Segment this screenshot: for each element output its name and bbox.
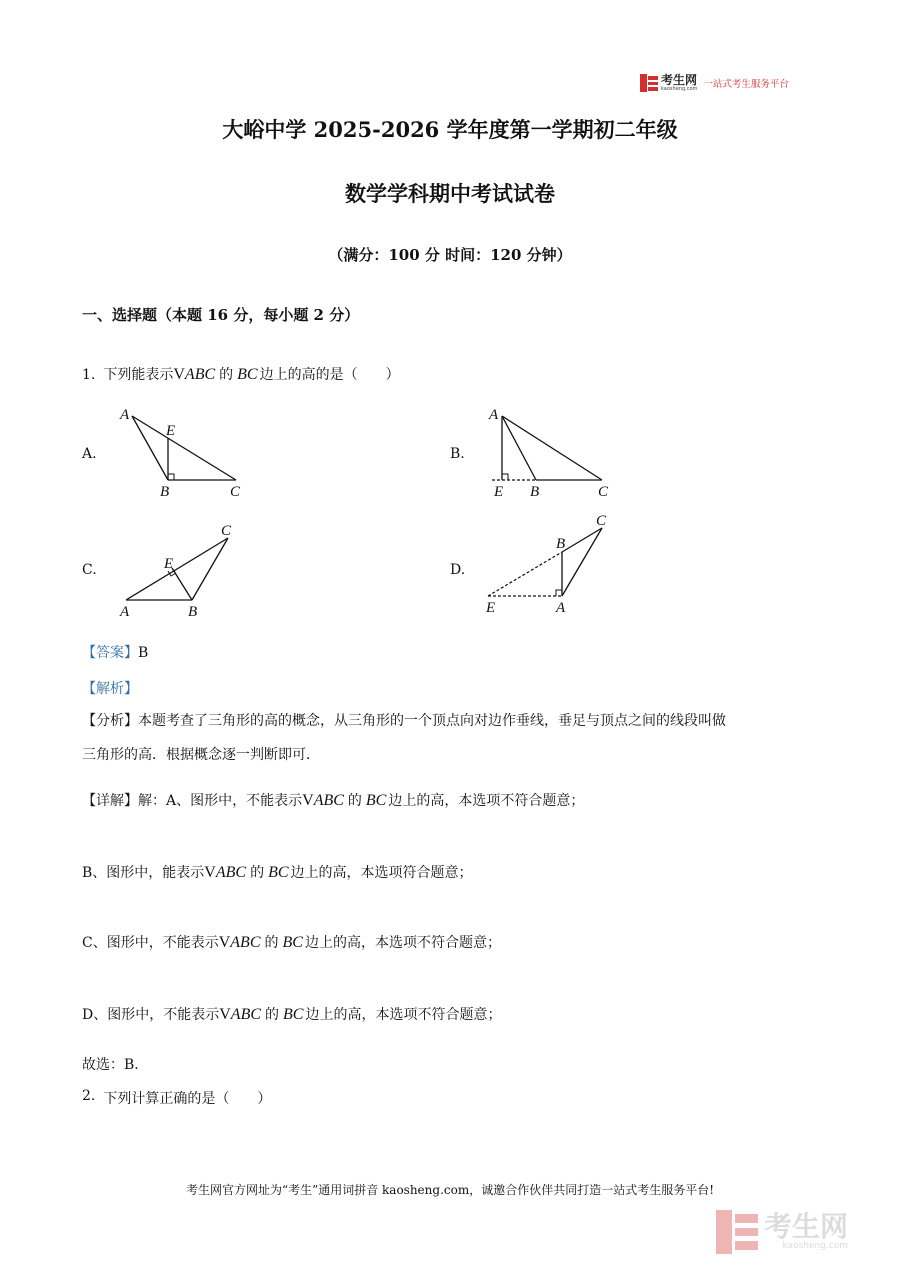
detail-a <box>82 790 584 810</box>
detail-a-post: 边上的高，本选项不符合题意； <box>388 793 585 809</box>
fig-c-side-cb <box>192 538 228 600</box>
detail-c <box>82 932 501 952</box>
exam-title-line2: 数学学科期中考试试卷 <box>345 181 555 206</box>
answer-line <box>82 642 148 662</box>
logo-name: 考生网 <box>661 72 698 87</box>
fig-b-label-b: B <box>530 484 540 500</box>
detail-d-abc: ABC <box>230 1006 262 1023</box>
fenxi-line2: 三角形的高．根据概念逐一判断即可． <box>82 747 320 763</box>
figure-option-c <box>116 518 250 618</box>
fig-b-right-angle <box>502 474 508 480</box>
detail-a-pre: 解：A、图形中，不能表示 <box>138 793 303 809</box>
detail-c-tri: V <box>218 934 231 951</box>
logo-domain: kaosheng.com <box>661 85 698 92</box>
detail-c-pre: C、图形中，不能表示 <box>82 935 219 951</box>
detail-c-bc: BC <box>282 934 303 951</box>
answer-value: B <box>138 645 149 661</box>
fig-a-label-b: B <box>160 484 170 500</box>
fig-b-side-ab <box>502 416 536 480</box>
fig-a-right-angle <box>168 474 174 480</box>
exam-title-line1: 大峪中学 2025-2026 学年度第一学期初二年级 <box>222 117 678 142</box>
detail-d <box>82 1004 501 1024</box>
conclusion: 故选：B． <box>82 1057 149 1073</box>
triangle-symbol: V <box>173 366 185 383</box>
q1-de: 的 <box>219 367 234 383</box>
q1-abc: ABC <box>184 366 216 383</box>
detail-d-post: 边上的高，本选项不符合题意； <box>305 1007 502 1023</box>
detail-a-tri: V <box>302 792 314 809</box>
q1-stem-pre: 下列能表示 <box>103 367 174 383</box>
figure-option-b <box>486 404 616 502</box>
footer-text: 考生网官方网址为“考生”通用词拼音 kaosheng.com，诚邀合作伙伴共同打造一站式考生服务平台! <box>185 1183 715 1197</box>
fig-d-dashed-eb <box>488 552 562 596</box>
fig-d-label-e: E <box>486 600 496 616</box>
detail-b-bc: BC <box>268 864 289 881</box>
fig-a-side-ac <box>132 416 236 480</box>
detail-a-abc: ABC <box>313 792 344 809</box>
kaosheng-logo-icon <box>640 74 658 92</box>
detail-c-abc: ABC <box>230 934 261 951</box>
fig-c-label-e: E <box>164 556 174 572</box>
detail-b-pre: B、图形中，能表示 <box>82 865 205 881</box>
q1-bc: BC <box>237 366 258 383</box>
exam-meta: （满分：100 分 时间：120 分钟） <box>328 246 572 264</box>
detail-a-de: 的 <box>347 793 362 809</box>
fig-b-label-c: C <box>598 484 609 500</box>
logo-slogan: 一站式考生服务平台 <box>703 79 789 90</box>
question-1-stem <box>82 364 400 384</box>
analysis-tag: 【解析】 <box>82 681 138 697</box>
fig-a-label-a: A <box>120 407 130 423</box>
question-2-stem <box>82 1088 271 1108</box>
detail-b-abc: ABC <box>215 864 247 881</box>
q1-stem-post: 边上的高的是（ ） <box>259 367 400 383</box>
fig-c-label-b: B <box>188 604 198 618</box>
q2-number: 2. <box>82 1088 96 1104</box>
fig-d-label-b: B <box>556 536 566 552</box>
header-logo <box>640 74 789 92</box>
detail-a-bc: BC <box>365 792 387 809</box>
detail-c-de: 的 <box>264 935 279 951</box>
fig-d-label-a: A <box>556 600 566 616</box>
figure-option-d <box>484 508 614 616</box>
watermark-logo-icon <box>716 1210 758 1254</box>
detail-c-post: 边上的高，本选项不符合题意； <box>304 935 501 951</box>
fig-a-label-e: E <box>166 423 176 439</box>
watermark <box>716 1210 848 1254</box>
detail-d-bc: BC <box>283 1006 304 1023</box>
fig-d-side-ca <box>562 528 602 596</box>
option-b-label: B. <box>450 446 465 462</box>
detail-b-tri: V <box>204 864 216 881</box>
fig-b-label-e: E <box>494 484 504 500</box>
detail-tag: 【详解】 <box>82 793 138 809</box>
fig-d-label-c: C <box>596 513 607 529</box>
detail-b-post: 边上的高，本选项符合题意； <box>290 865 473 881</box>
fig-d-right-angle <box>556 590 562 596</box>
watermark-domain: kaosheng.com <box>782 1241 849 1251</box>
detail-b-de: 的 <box>250 865 265 881</box>
fig-b-label-a: A <box>489 407 499 423</box>
fig-b-side-ac <box>502 416 602 480</box>
detail-d-pre: D、图形中，不能表示 <box>82 1007 220 1023</box>
figure-option-a <box>118 404 248 502</box>
fenxi-paragraph <box>82 704 822 772</box>
watermark-name: 考生网 <box>764 1210 849 1243</box>
q2-stem: 下列计算正确的是（ ） <box>103 1091 272 1107</box>
answer-tag: 【答案】 <box>82 645 138 661</box>
fig-d-side-cb <box>562 528 602 552</box>
option-d-label: D. <box>450 562 466 578</box>
detail-d-de: 的 <box>265 1007 280 1023</box>
fig-a-side-ab <box>132 416 168 480</box>
detail-b <box>82 862 473 882</box>
section-heading: 一、选择题（本题 16 分，每小题 2 分） <box>82 306 360 324</box>
detail-d-tri: V <box>219 1006 231 1023</box>
fig-c-side-ca <box>126 538 228 600</box>
option-a-label: A. <box>82 446 97 462</box>
fenxi-tag: 【分析】 <box>82 713 138 729</box>
fig-c-segment-be <box>172 568 192 600</box>
fig-a-label-c: C <box>230 484 241 500</box>
fenxi-line1: 本题考查了三角形的高的概念，从三角形的一个顶点向对边作垂线，垂足与顶点之间的线段叫做 <box>138 713 726 729</box>
fig-c-label-c: C <box>221 523 232 539</box>
fig-c-label-a: A <box>120 604 130 618</box>
q1-number: 1. <box>82 367 96 383</box>
option-c-label: C. <box>82 562 97 578</box>
